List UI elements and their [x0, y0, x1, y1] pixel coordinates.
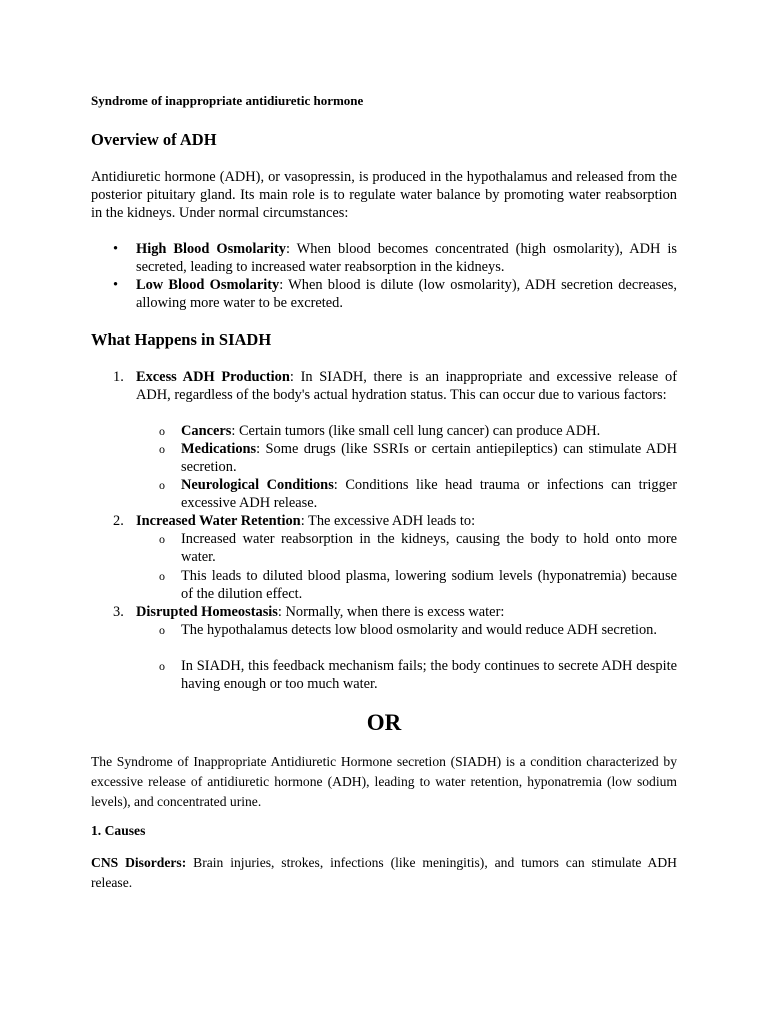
bullet-term: Low Blood Osmolarity — [136, 277, 280, 293]
item-term: Excess ADH Production — [136, 369, 290, 385]
bullet-text: : When blood is dilute (low osmolarity), ADH secretion decreases, allowing more water to be excreted. — [136, 277, 677, 312]
sub-bullet-marker: o — [159, 623, 165, 637]
sub-list-item — [181, 440, 677, 476]
item-text: : The excessive ADH leads to: — [300, 513, 476, 529]
sub-list-item — [181, 567, 677, 603]
list-item — [136, 276, 677, 312]
cns-term: CNS Disorders: — [91, 855, 187, 870]
sub-list-item — [181, 476, 677, 512]
list-item — [136, 368, 677, 404]
sub-item-text: The hypothalamus detects low blood osmolarity and would reduce ADH secretion. — [181, 622, 657, 638]
siadh-definition: The Syndrome of Inappropriate Antidiuretic Hormone secretion (SIADH) is a condition characterized by excessive release of antidiuretic hormone (ADH), leading to water retention, hyponatremia (low sodium levels), and concentrated urine. — [91, 754, 677, 809]
item-term: Increased Water Retention — [136, 513, 301, 529]
item-text: : In SIADH, there is an inappropriate and excessive release of ADH, regardless of the body's actual hydration status. This can occur due to various factors: — [136, 369, 677, 404]
overview-intro: Antidiuretic hormone (ADH), or vasopressin, is produced in the hypothalamus and released from the posterior pituitary gland. Its main role is to regulate water balance by promoting water reabsorption in the kidneys. Under normal circumstances: — [91, 169, 677, 222]
sub-bullet-marker: o — [159, 569, 165, 583]
item-term: Disrupted Homeostasis — [136, 604, 278, 620]
sub-list-item — [181, 422, 677, 440]
sub-list-item — [181, 657, 677, 693]
bullet-marker: • — [113, 241, 119, 257]
siadh-heading: What Happens in SIADH — [91, 330, 272, 349]
sub-bullet-marker: o — [159, 424, 165, 438]
sub-item-text: : Certain tumors (like small cell lung cancer) can produce ADH. — [231, 423, 601, 439]
sub-item-term: Medications — [181, 441, 257, 457]
list-number: 1. — [113, 369, 124, 385]
document-title: Syndrome of inappropriate antidiuretic hormone — [91, 93, 364, 108]
sub-bullet-marker: o — [159, 478, 165, 492]
bullet-text: : When blood becomes concentrated (high osmolarity), ADH is secreted, leading to increased water reabsorption in the kidneys. — [136, 241, 677, 276]
sub-item-text: : Conditions like head trauma or infections can trigger excessive ADH release. — [181, 477, 677, 512]
list-item — [136, 603, 677, 621]
sub-item-text: : Some drugs (like SSRIs or certain antiepileptics) can stimulate ADH secretion. — [181, 441, 677, 476]
sub-item-text: In SIADH, this feedback mechanism fails; the body continues to secrete ADH despite having enough or too much water. — [181, 658, 677, 693]
sub-bullet-marker: o — [159, 532, 165, 546]
sub-item-text: Increased water reabsorption in the kidneys, causing the body to hold onto more water. — [181, 531, 677, 566]
sub-item-term: Neurological Conditions — [181, 477, 334, 493]
or-heading: OR — [366, 710, 402, 735]
sub-item-text: This leads to diluted blood plasma, lowering sodium levels (hyponatremia) because of the dilution effect. — [181, 568, 677, 603]
cns-disorders-paragraph — [91, 853, 677, 893]
sub-list-item — [181, 621, 677, 639]
causes-heading: 1. Causes — [91, 823, 146, 838]
overview-heading: Overview of ADH — [91, 130, 217, 149]
sub-bullet-marker: o — [159, 442, 165, 456]
cns-text: Brain injuries, strokes, infections (like meningitis), and tumors can stimulate ADH release. — [91, 855, 677, 890]
list-item — [136, 512, 677, 530]
sub-item-term: Cancers — [181, 423, 232, 439]
bullet-marker: • — [113, 277, 119, 293]
bullet-term: High Blood Osmolarity — [136, 241, 286, 257]
list-number: 3. — [113, 604, 124, 620]
list-item — [136, 240, 677, 276]
list-number: 2. — [113, 513, 124, 529]
sub-bullet-marker: o — [159, 659, 165, 673]
sub-list-item — [181, 530, 677, 566]
item-text: : Normally, when there is excess water: — [277, 604, 505, 620]
